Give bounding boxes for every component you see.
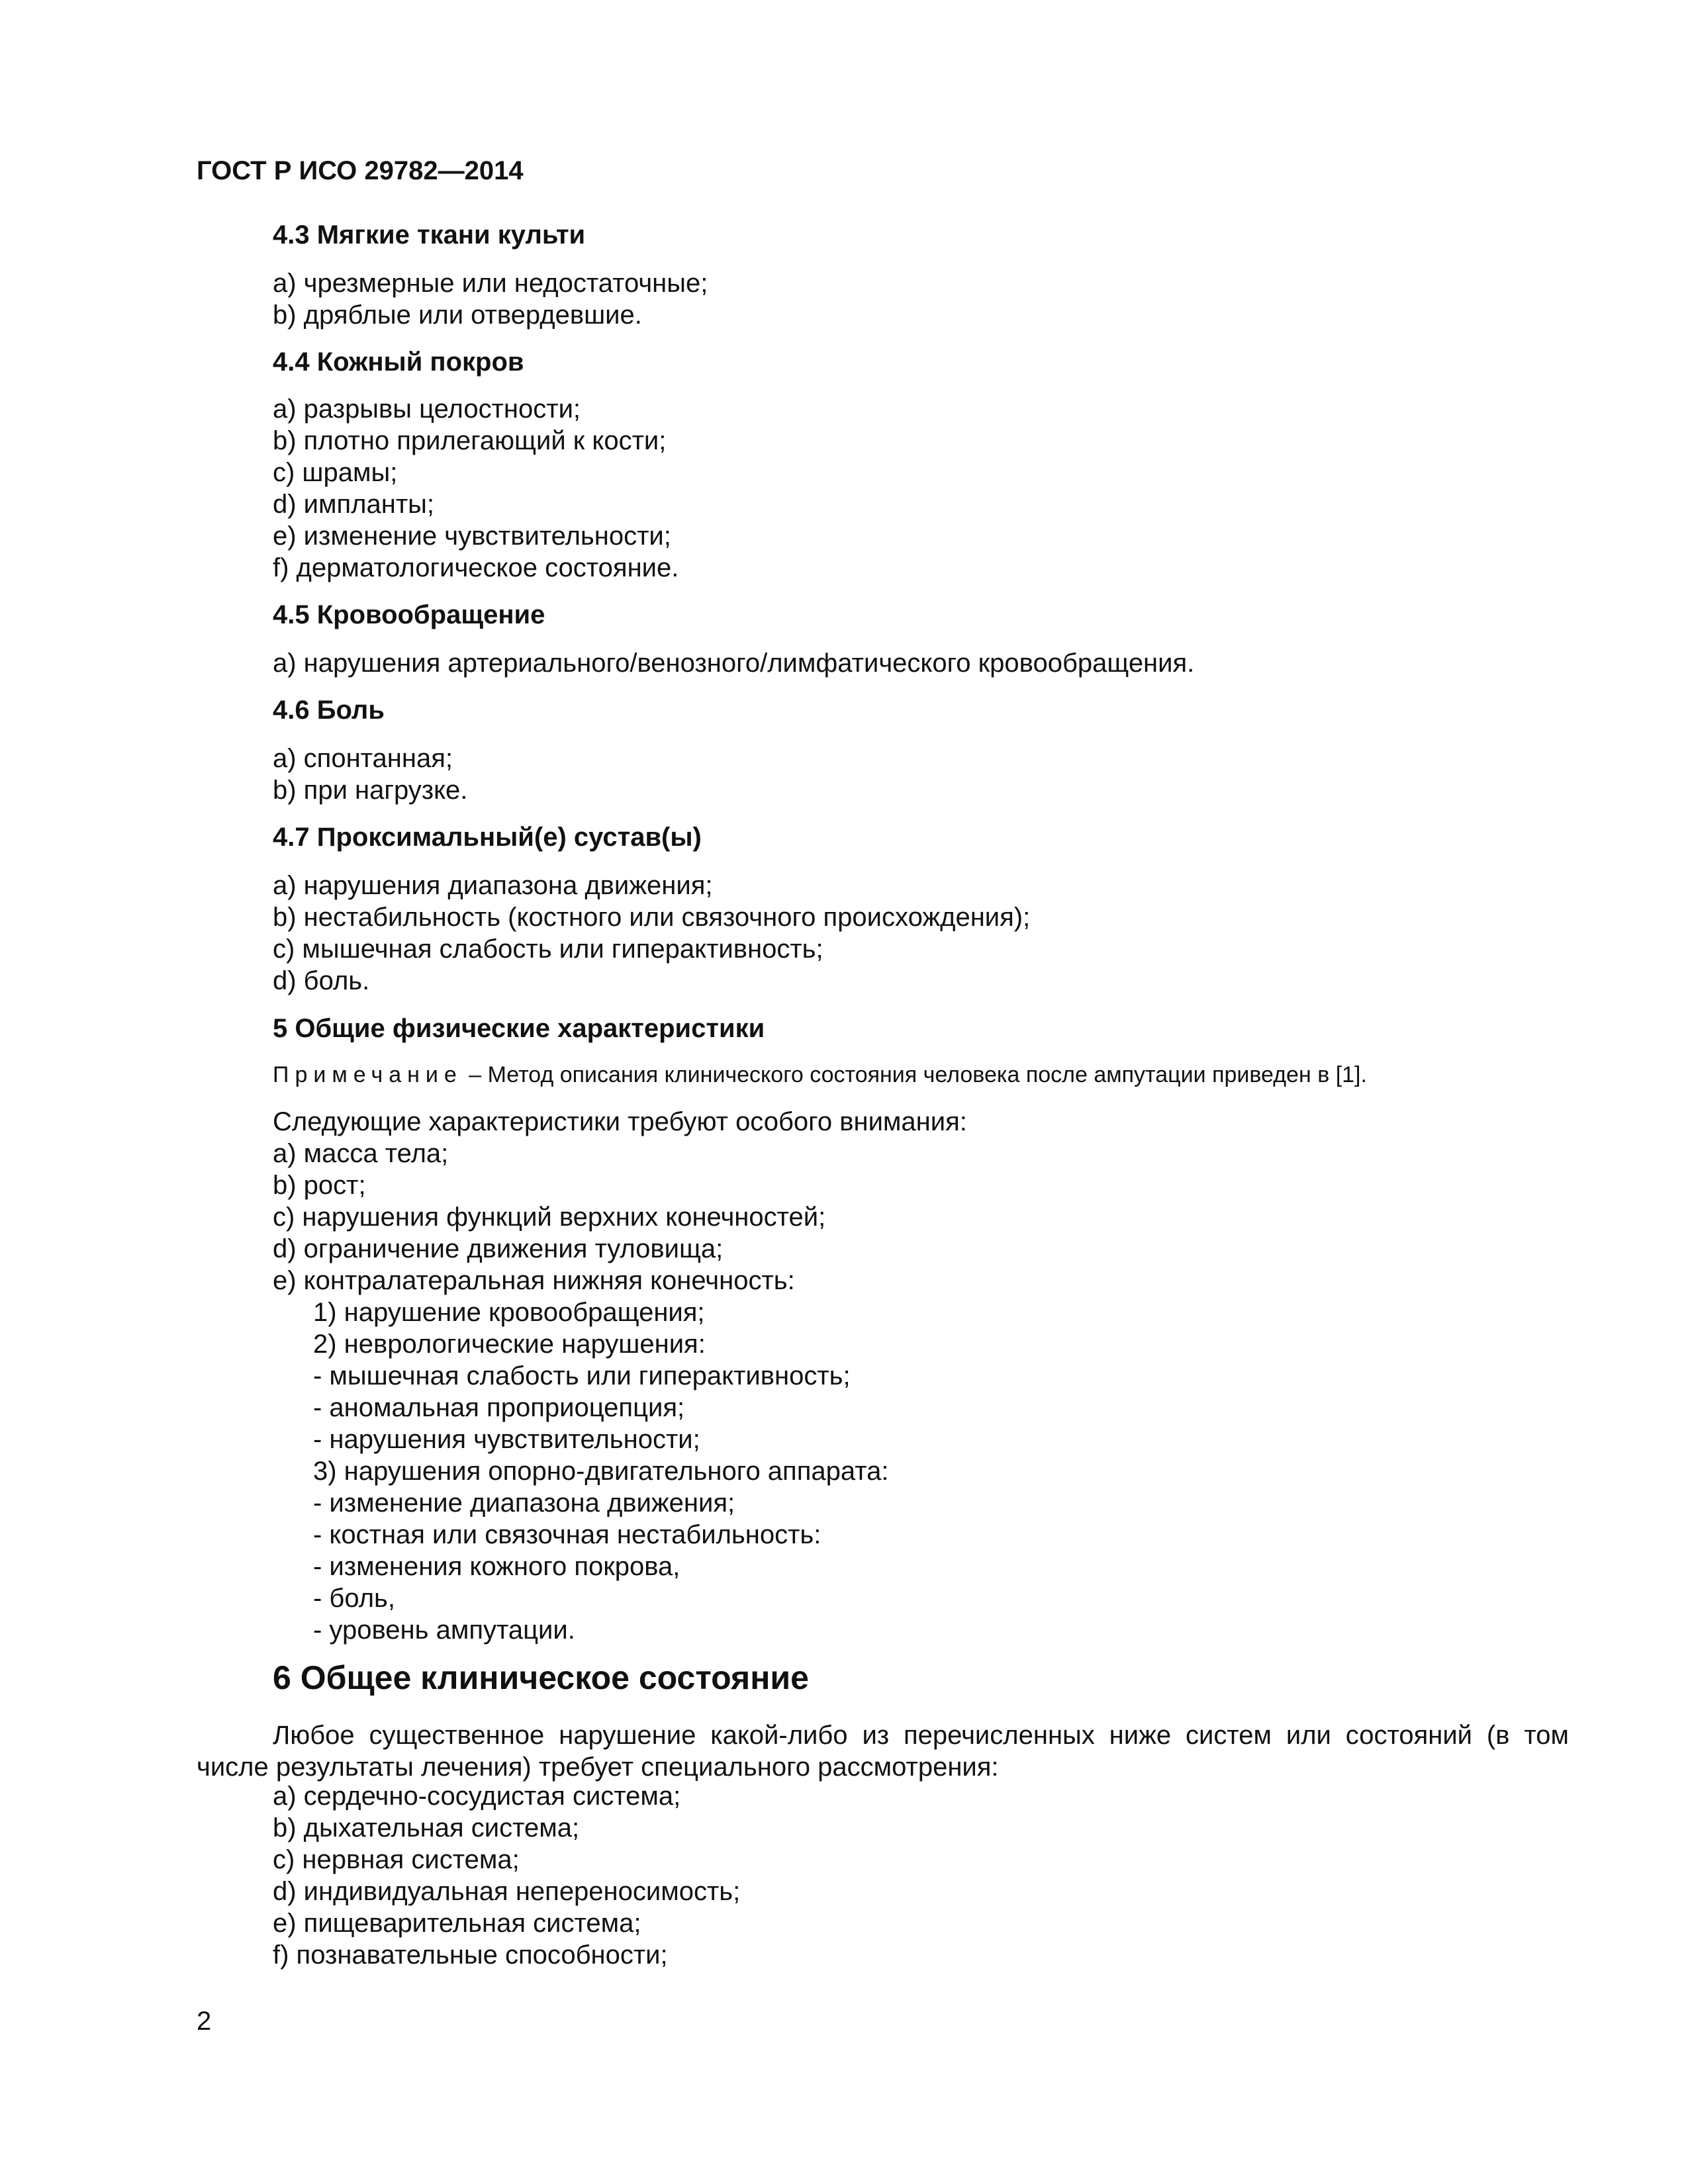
list-item: e) контралатеральная нижняя конечность: [273, 1266, 795, 1295]
list-item: e) пищеварительная система; [273, 1909, 641, 1938]
section-4-6-heading: 4.6 Боль [273, 696, 385, 725]
list-item: b) дряблые или отвердевшие. [273, 300, 642, 330]
document-id-header: ГОСТ Р ИСО 29782—2014 [197, 156, 524, 185]
list-item: b) дыхательная система; [273, 1813, 580, 1843]
list-item: d) импланты; [273, 490, 435, 519]
list-item: d) боль. [273, 966, 370, 995]
list-item: c) нарушения функций верхних конечностей; [273, 1203, 826, 1232]
section-4-5-heading: 4.5 Кровообращение [273, 600, 545, 629]
list-item: a) спонтанная; [273, 744, 453, 773]
list-item: a) чрезмерные или недостаточные; [273, 269, 708, 298]
list-item: d) ограничение движения туловища; [273, 1234, 724, 1263]
sub-list-item: - уровень ампутации. [313, 1615, 575, 1645]
section-4-4-heading: 4.4 Кожный покров [273, 347, 524, 377]
list-item: c) шрамы; [273, 458, 398, 487]
list-item: c) мышечная слабость или гиперактивность; [273, 934, 823, 964]
list-item: f) познавательные способности; [273, 1940, 668, 1970]
note [273, 1064, 1367, 1086]
list-item: f) дерматологическое состояние. [273, 553, 679, 582]
list-item: b) плотно прилегающий к кости; [273, 426, 667, 455]
sub-list-item: 1) нарушение кровообращения; [313, 1298, 705, 1327]
section-6-heading: 6 Общее клиническое состояние [273, 1659, 809, 1696]
list-item: a) разрывы целостности; [273, 394, 581, 424]
list-item: c) нервная система; [273, 1845, 520, 1874]
sub-list-item: - мышечная слабость или гиперактивность; [313, 1361, 851, 1390]
list-item: b) рост; [273, 1171, 366, 1200]
list-item: b) нестабильность (костного или связочного происхождения); [273, 903, 1031, 932]
sub-list-item: 3) нарушения опорно-двигательного аппарата: [313, 1457, 889, 1486]
section-6-paragraph: Любое существенное нарушение какой-либо из перечисленных ниже систем или состояний (в том числе результаты лечения) требует специального рассмотрения: [197, 1721, 1569, 1782]
sub-list-item: - изменения кожного покрова, [313, 1552, 680, 1581]
note-label: Примечание [273, 1062, 463, 1087]
page-number: 2 [197, 2007, 212, 2036]
sub-list-item: - нарушения чувствительности; [313, 1425, 700, 1454]
section-5-heading: 5 Общие физические характеристики [273, 1014, 765, 1043]
section-4-7-heading: 4.7 Проксимальный(е) сустав(ы) [273, 823, 702, 852]
section-4-3-heading: 4.3 Мягкие ткани культи [273, 220, 586, 250]
list-item: b) при нагрузке. [273, 776, 468, 805]
list-item: a) нарушения диапазона движения; [273, 871, 713, 900]
list-item: a) нарушения артериального/венозного/лимфатического кровообращения. [273, 649, 1195, 678]
list-item: a) масса тела; [273, 1139, 449, 1168]
list-item: d) индивидуальная непереносимость; [273, 1877, 741, 1906]
sub-list-item: - боль, [313, 1584, 396, 1613]
sub-list-item: - аномальная проприоцепция; [313, 1393, 685, 1422]
intro-text: Следующие характеристики требуют особого внимания: [273, 1107, 967, 1136]
sub-list-item: 2) неврологические нарушения: [313, 1330, 706, 1359]
list-item: e) изменение чувствительности; [273, 522, 671, 551]
sub-list-item: - костная или связочная нестабильность: [313, 1520, 821, 1549]
sub-list-item: - изменение диапазона движения; [313, 1488, 735, 1518]
list-item: a) сердечно-сосудистая система; [273, 1782, 681, 1811]
note-text: – Метод описания клинического состояния человека после ампутации приведен в [1]. [469, 1062, 1367, 1087]
